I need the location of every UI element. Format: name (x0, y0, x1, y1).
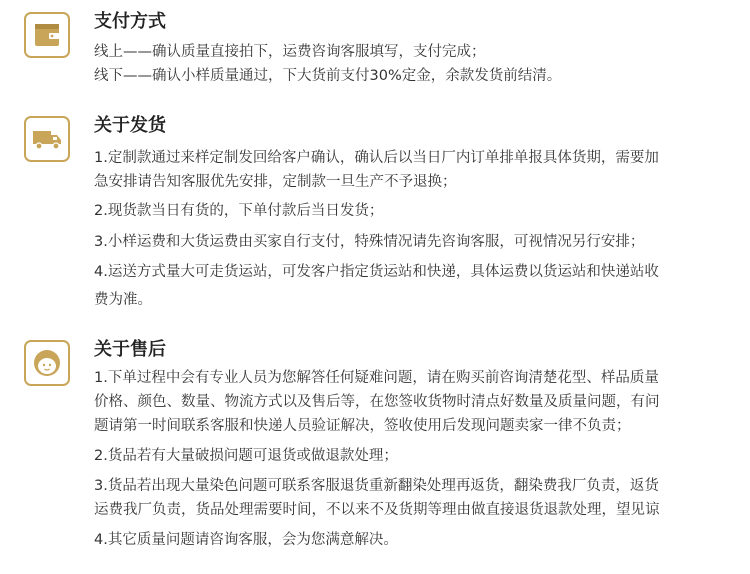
shipping-line: 急安排请告知客服优先安排，定制款一旦生产不予退换； (94, 174, 457, 190)
payment-line: 线上——确认质量直接拍下，运费咨询客服填写，支付完成； (94, 44, 486, 60)
service-agent-icon-box (24, 340, 70, 386)
aftersale-line: 价格、颜色、数量、物流方式以及售后等，在您签收货物时清点好数量及质量问题，有问 (94, 394, 660, 410)
aftersale-line: 题请第一时间联系客服和快递人员验证解决，签收使用后发现问题卖家一律不负责； (94, 418, 631, 434)
aftersale-title: 关于售后 (94, 339, 166, 360)
aftersale-line: 1.下单过程中会有专业人员为您解答任何疑难问题，请在购买前咨询清楚花型、样品质量 (94, 370, 659, 386)
shipping-line: 2.现货款当日有货的，下单付款后当日发货； (94, 203, 384, 219)
shipping-line: 1.定制款通过来样定制发回给客户确认，确认后以当日厂内订单排单报具体货期，需要加 (94, 150, 659, 166)
service-agent-icon (26, 342, 68, 384)
aftersale-line: 4.其它质量问题请咨询客服，会为您满意解决。 (94, 532, 398, 548)
shipping-line: 3.小样运费和大货运费由买家自行支付，特殊情况请先咨询客服，可视情况另行安排； (94, 234, 645, 250)
shipping-line: 费为准。 (94, 292, 152, 308)
shipping-line: 4.运送方式量大可走货运站，可发客户指定货运站和快递，具体运费以货运站和快递站收 (94, 264, 659, 280)
aftersale-line: 3.货品若出现大量染色问题可联系客服退货重新翻染处理再返货，翻染费我厂负责，返货 (94, 478, 659, 494)
aftersale-line: 运费我厂负责，货品处理需要时间，不以来不及货期等理由做直接退货退款处理，望见谅 (94, 502, 660, 518)
payment-line: 线下——确认小样质量通过，下大货前支付30%定金，余款发货前结清。 (94, 68, 562, 84)
aftersale-line: 2.货品若有大量破损问题可退货或做退款处理； (94, 448, 398, 464)
payment-title: 支付方式 (94, 11, 166, 32)
shipping-title: 关于发货 (94, 115, 166, 136)
